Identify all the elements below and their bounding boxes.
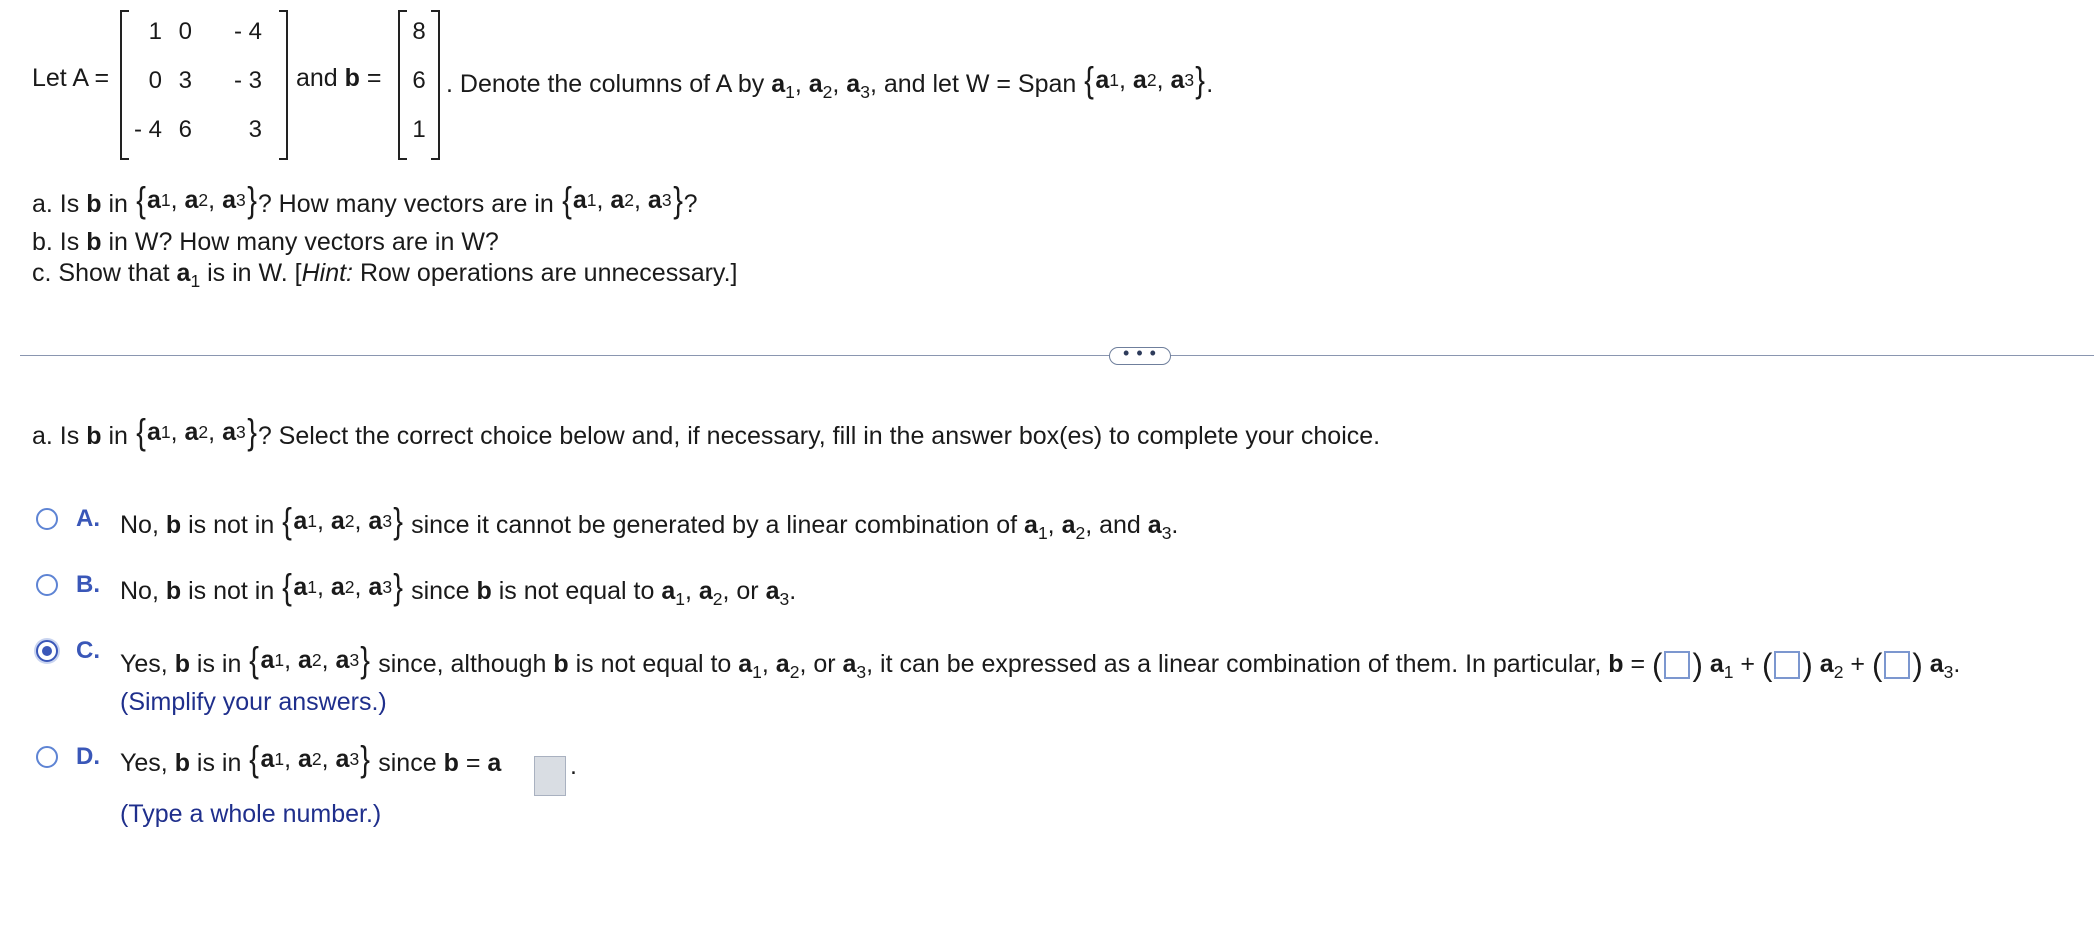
matrix-a-cell: 3	[248, 116, 262, 143]
matrix-a-cell: 3	[178, 67, 192, 94]
choice-a-radio[interactable]	[36, 508, 58, 530]
choice-b-letter: B.	[76, 571, 100, 598]
choice-d-radio[interactable]	[36, 746, 58, 768]
question-c: c. Show that $a_1$ is in W. [Hint: Row operations are unnecessary.]	[32, 259, 738, 292]
choice-c-radio[interactable]	[36, 640, 58, 662]
choice-b-radio[interactable]	[36, 574, 58, 596]
matrix-a-cell: 0	[148, 67, 162, 94]
matrix-a-cell: - 4	[233, 18, 262, 45]
matrix-a-cell: - 3	[233, 67, 262, 94]
matrix-a-cell: 0	[178, 18, 192, 45]
more-options-button[interactable]: • • •	[1109, 347, 1171, 365]
choice-d-period: .	[570, 752, 577, 780]
vector-b-cell: 8	[412, 18, 426, 45]
choice-b-text[interactable]: No, b is not in { a 1 , a 2 , a 3 } since b is not equal to $a_1$, $a_2$, or $a_3$.	[120, 566, 797, 610]
question-a: a. Is b in { a 1 , a 2 , a 3 } ? How many vectors are in { a 1 , a 2 , a 3 } ?	[32, 179, 698, 220]
vector-b	[398, 12, 440, 158]
choice-c-text[interactable]: Yes, b is in { a 1 , a 2 , a 3 } since, although b is not equal to $a_1$, $a_2$, or $a_3$, it can be expressed as a linear combination of them. In particular, b = ( ) $a_1$ + ( ) $a_2$ + ( ) $a_3$.	[120, 639, 1961, 683]
choice-c-hint: (Simplify your answers.)	[120, 688, 387, 716]
matrix-a-cell: 6	[178, 116, 192, 143]
vector-b-cell: 1	[412, 116, 426, 143]
coef-a3-input[interactable]	[1884, 651, 1910, 679]
choice-d-letter: D.	[76, 743, 100, 770]
let-a-label: Let A =	[32, 64, 110, 92]
subscript-answer-box[interactable]	[534, 756, 566, 796]
and-b-label: and b =	[296, 64, 382, 92]
denote-text: . Denote the columns of A by $a_1$, $a_2$, $a_3$, and let W = Span { a 1 , a 2 , a 3 } .	[446, 59, 1214, 103]
choice-a-text[interactable]: No, b is not in { a 1 , a 2 , a 3 } since it cannot be generated by a linear combination of $a_1$, $a_2$, and $a_3$.	[120, 500, 1179, 544]
matrix-a-cell: - 4	[133, 116, 162, 143]
vector-b-cell: 6	[412, 67, 426, 94]
choice-a-letter: A.	[76, 505, 100, 532]
question-b: b. Is b in W? How many vectors are in W?	[32, 228, 499, 256]
matrix-a	[120, 12, 288, 158]
coef-a2-input[interactable]	[1774, 651, 1800, 679]
coef-a1-input[interactable]	[1664, 651, 1690, 679]
choice-d-hint: (Type a whole number.)	[120, 800, 382, 828]
section-divider	[20, 355, 2094, 356]
part-a-prompt: a. Is b in { a 1 , a 2 , a 3 } ? Select the correct choice below and, if necessary, fill in the answer box(es) to complete your choice.	[32, 411, 1381, 452]
choice-d-text[interactable]: Yes, b is in { a 1 , a 2 , a 3 } since b = a	[120, 738, 502, 779]
choice-c-letter: C.	[76, 637, 100, 664]
matrix-a-cell: 1	[148, 18, 162, 45]
